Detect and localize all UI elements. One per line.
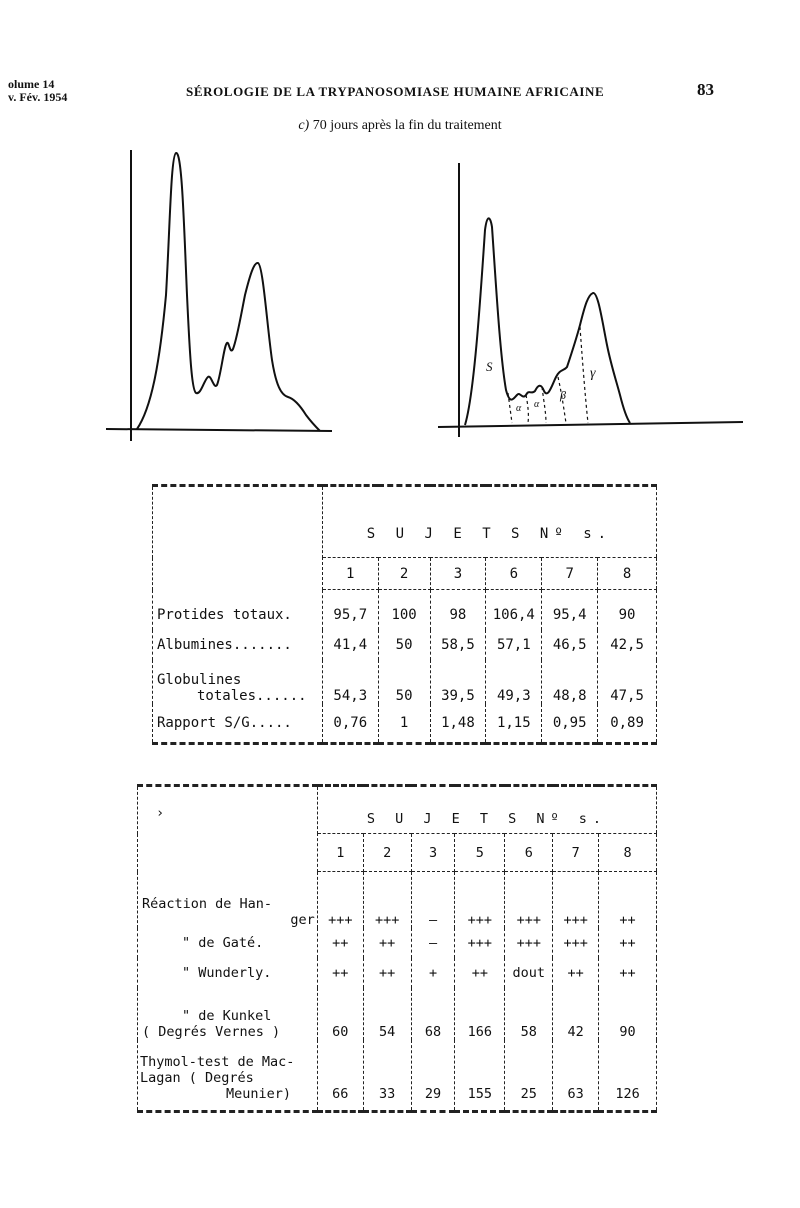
table1-cell: 54,3 <box>322 660 378 704</box>
table1-subject-col: 2 <box>378 558 430 590</box>
table2-subject-col: 6 <box>505 834 553 872</box>
label-alpha-1: α <box>516 403 522 414</box>
label-gamma: γ <box>590 366 596 381</box>
table2-cell: 33 <box>363 1040 411 1112</box>
table2-cell: 126 <box>615 1086 640 1102</box>
table2-subject-col: 7 <box>553 834 599 872</box>
fraction-divider-5 <box>580 327 588 423</box>
table2-row-label-line1: Réaction de Han- <box>142 895 273 912</box>
table1-row-label: Albumines....... <box>153 630 323 660</box>
table1-row-label <box>153 660 323 704</box>
table1-subject-col: 3 <box>430 558 486 590</box>
page-number: 83 <box>697 80 714 99</box>
table1-cell: 50 <box>378 630 430 660</box>
electrophoresis-curve-right <box>430 155 750 445</box>
table1-cell: 58,5 <box>430 630 486 660</box>
table2-cell: ++ <box>363 928 411 958</box>
table2-cell: ++ <box>553 958 599 988</box>
table2-cell: dout <box>505 958 553 988</box>
table1-cell: 0,76 <box>322 704 378 744</box>
table1-header-title: S U J E T S Nº s. <box>322 486 656 558</box>
fraction-divider-2 <box>526 395 528 423</box>
table2-cell: ++ <box>455 958 505 988</box>
table2-cell: 42 <box>553 988 599 1040</box>
caption-prefix: c) <box>298 118 310 133</box>
table2-cell: +++ <box>553 928 599 958</box>
table1-cell: 48,8 <box>542 660 598 704</box>
table1-subject-col: 7 <box>542 558 598 590</box>
table2-cell: 54 <box>363 988 411 1040</box>
table1-cell: 1,48 <box>430 704 486 744</box>
table2-cell: 60 <box>317 988 363 1040</box>
table1-cell: 39,5 <box>430 660 486 704</box>
table1-cell: 50 <box>378 660 430 704</box>
table2-cell: ++ <box>363 958 411 988</box>
table2-cell: 155 <box>455 1040 505 1112</box>
table1-cell: 1,15 <box>486 704 542 744</box>
table1-cell: 57,1 <box>486 630 542 660</box>
table2-cell: +++ <box>553 872 599 928</box>
table2-cell: ++ <box>317 958 363 988</box>
table1-cell: 90 <box>618 606 636 623</box>
table1-row-label-line2: totales...... <box>197 687 307 704</box>
figure-caption <box>0 118 800 134</box>
table1-cell: 98 <box>430 590 486 630</box>
table2-row-label: " Wunderly. <box>138 958 318 988</box>
table2-cell: – <box>411 872 455 928</box>
table2-row-label-line2: Lagan ( Degrés <box>140 1070 254 1086</box>
running-title: SÉROLOGIE DE LA TRYPANOSOMIASE HUMAINE AFRICAINE <box>186 84 605 99</box>
label-beta: β <box>560 388 566 402</box>
table2-subject-col: 8 <box>599 834 657 872</box>
table1-cell: 95,4 <box>542 590 598 630</box>
table2-subject-col: 2 <box>363 834 411 872</box>
table1-cell: 1 <box>378 704 430 744</box>
table2-row-label <box>138 1040 318 1112</box>
serology-table <box>137 784 657 1113</box>
table2-cell: 166 <box>455 988 505 1040</box>
label-alpha-2: α <box>534 399 540 410</box>
volume-line-2: v. Fév. 1954 <box>8 90 68 104</box>
table1-row-label: Rapport S/G..... <box>153 704 323 744</box>
table1-subject-col: 6 <box>486 558 542 590</box>
table1-cell: 41,4 <box>322 630 378 660</box>
caption-text: 70 jours après la fin du traitement <box>312 118 502 133</box>
table2-cell: +++ <box>363 872 411 928</box>
electrophoresis-curve-left <box>100 145 340 445</box>
table1-cell: 49,3 <box>486 660 542 704</box>
table2-cell: +++ <box>505 928 553 958</box>
table1-cell: 100 <box>378 590 430 630</box>
table2-cell: + <box>411 958 455 988</box>
table2-cell: +++ <box>317 872 363 928</box>
table2-cell: +++ <box>455 928 505 958</box>
table1-cell: 106,4 <box>486 590 542 630</box>
table2-row-label-line1: " de Kunkel <box>182 1007 272 1024</box>
table2-cell: 66 <box>317 1040 363 1112</box>
table2-cell: 90 <box>619 1023 636 1040</box>
volume-info <box>8 78 67 104</box>
table2-cell: +++ <box>505 872 553 928</box>
table2-cell: ++ <box>619 964 636 981</box>
right-curve-trace <box>465 218 630 425</box>
table1-cell: 0,95 <box>542 704 598 744</box>
table1-cell: 42,5 <box>610 636 644 653</box>
right-curve-baseline <box>438 422 743 427</box>
table1-cell: 46,5 <box>542 630 598 660</box>
table1-row-label: Protides totaux. <box>153 590 323 630</box>
table1-subject-col: 1 <box>322 558 378 590</box>
table2-row-label <box>138 872 318 928</box>
table2-row-label: " de Gaté. <box>138 928 318 958</box>
table2-cell: ++ <box>619 911 636 928</box>
table2-row-label-line2: ( Degrés Vernes ) <box>142 1023 281 1040</box>
table2-cell: ++ <box>619 934 636 951</box>
protein-table <box>152 484 657 745</box>
left-curve-trace <box>137 153 320 431</box>
table2-cell: 29 <box>411 1040 455 1112</box>
table1-subject-col: 8 <box>598 558 657 590</box>
table2-corner-mark: › <box>138 786 318 872</box>
table1-row-label-line1: Globulines <box>157 671 242 688</box>
table2-subject-col: 3 <box>411 834 455 872</box>
label-s: S <box>486 359 493 374</box>
table2-cell: 63 <box>553 1040 599 1112</box>
table2-cell: +++ <box>455 872 505 928</box>
table2-header-title: S U J E T S Nº s. <box>317 786 656 834</box>
table2-cell: ++ <box>317 928 363 958</box>
left-curve-baseline <box>106 429 332 431</box>
table1-cell: 0,89 <box>610 714 644 731</box>
table2-row-label <box>138 988 318 1040</box>
volume-line-1: olume 14 <box>8 77 55 91</box>
table1-cell: 47,5 <box>610 687 644 704</box>
table2-cell: 68 <box>411 988 455 1040</box>
table2-subject-col: 5 <box>455 834 505 872</box>
table2-cell: 58 <box>505 988 553 1040</box>
table2-row-label-line1: Thymol-test de Mac- <box>140 1054 295 1070</box>
table2-cell: – <box>411 928 455 958</box>
table2-row-label-line3: Meunier) <box>226 1086 292 1102</box>
table2-row-label-line2: ger <box>290 911 315 928</box>
table1-cell: 95,7 <box>322 590 378 630</box>
table1-corner <box>153 486 323 590</box>
table2-cell: 25 <box>505 1040 553 1112</box>
table2-subject-col: 1 <box>317 834 363 872</box>
